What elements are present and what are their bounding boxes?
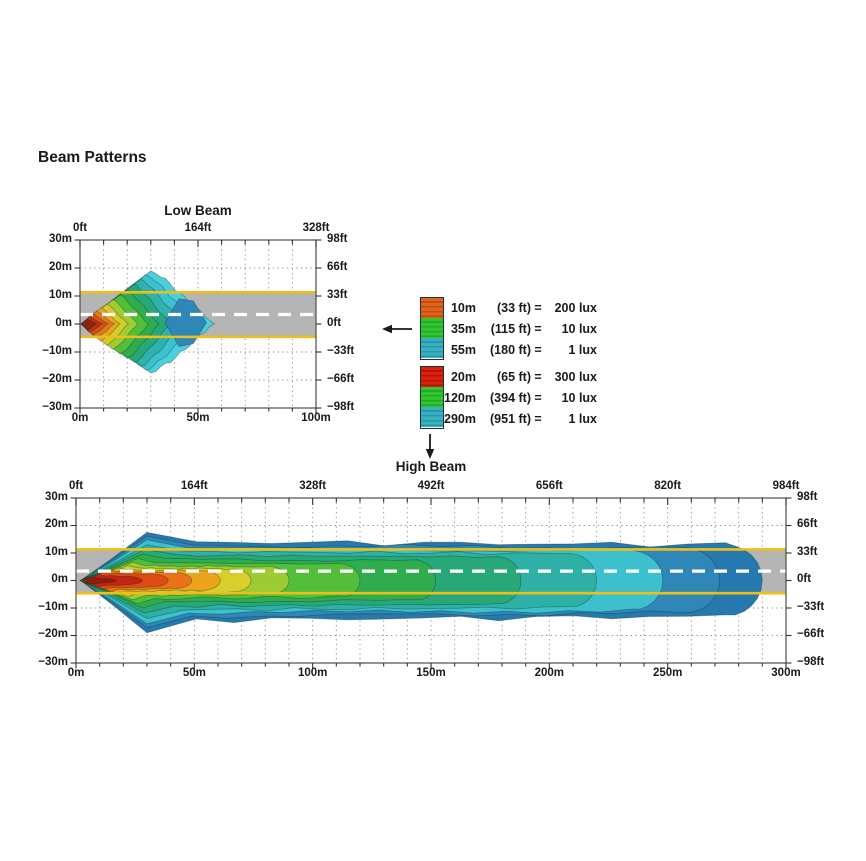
tick-label-right: 33ft (797, 545, 818, 558)
legend-distance-ft: (33 ft) (496, 300, 531, 315)
tick-label-left: 30m (44, 490, 68, 503)
tick-label-right: −98ft (327, 400, 355, 413)
legend-lux-value: 200 lux (554, 300, 597, 315)
legend-lux-value: 1 lux (568, 342, 597, 357)
legend-distance-m: 10m (450, 300, 476, 315)
tick-label-top: 820ft (654, 480, 682, 492)
legend-low-beam-rows (440, 297, 597, 360)
tick-label-left: 0m (51, 573, 68, 585)
tick-label-left: −10m (42, 344, 72, 357)
tick-label-left: 0m (55, 316, 72, 329)
legend-lux-value: 10 lux (561, 390, 597, 405)
legend-distance-m: 35m (450, 321, 476, 336)
legend-distance-ft: (65 ft) (496, 369, 531, 384)
tick-label-bottom: 0m (71, 412, 89, 424)
legend-distance-m: 290m (444, 411, 476, 426)
legend-lux-value: 300 lux (554, 369, 597, 384)
legend-high-beam-rows (440, 366, 597, 429)
arrow-to-low-beam-icon (381, 321, 413, 337)
page-title: Beam Patterns (38, 149, 147, 166)
tick-label-right: −98ft (797, 655, 825, 668)
legend-equals: = (534, 300, 542, 315)
tick-label-bottom: 0m (67, 667, 85, 679)
legend-equals: = (534, 390, 542, 405)
tick-label-right: 66ft (797, 518, 818, 530)
tick-label-right: 0ft (327, 316, 342, 329)
tick-label-left: −20m (38, 628, 68, 640)
legend-row (440, 387, 597, 408)
legend-row (440, 408, 597, 429)
tick-label-left: 20m (48, 260, 72, 273)
legend-row (440, 297, 597, 318)
tick-label-right: −33ft (797, 600, 825, 613)
legend-distance-m: 20m (450, 369, 476, 384)
tick-label-left: −10m (38, 600, 68, 613)
legend-distance-m: 55m (450, 342, 476, 357)
tick-label-top: 0ft (68, 480, 84, 492)
tick-label-top: 328ft (302, 222, 330, 234)
tick-label-left: 20m (44, 518, 68, 530)
tick-label-top: 328ft (299, 480, 327, 492)
legend-row (440, 318, 597, 339)
low-beam-title: Low Beam (164, 203, 232, 218)
tick-label-bottom: 250m (652, 667, 683, 679)
legend-equals: = (534, 321, 542, 336)
tick-label-left: 10m (44, 545, 68, 558)
tick-label-left: −30m (38, 655, 68, 668)
tick-label-bottom: 50m (186, 412, 210, 424)
tick-label-bottom: 200m (534, 667, 565, 679)
tick-label-right: 98ft (797, 490, 818, 503)
tick-label-bottom: 300m (771, 667, 801, 679)
tick-label-left: −30m (42, 400, 72, 413)
tick-label-right: 66ft (327, 260, 348, 273)
tick-label-top: 656ft (535, 480, 563, 492)
tick-label-bottom: 100m (297, 667, 328, 679)
tick-label-left: −20m (42, 372, 72, 385)
tick-label-top: 164ft (180, 480, 208, 492)
legend-distance-ft: (951 ft) (490, 411, 531, 426)
low-beam-plot (80, 240, 316, 408)
legend-lux-value: 10 lux (561, 321, 597, 336)
tick-label-right: 0ft (797, 573, 812, 585)
tick-label-bottom: 50m (182, 667, 206, 679)
tick-label-right: −33ft (327, 344, 355, 357)
legend-distance-ft: (180 ft) (490, 342, 531, 357)
legend-equals: = (534, 369, 542, 384)
tick-label-bottom: 100m (301, 412, 331, 424)
legend-distance-ft: (115 ft) (490, 321, 531, 336)
tick-label-bottom: 150m (416, 667, 446, 679)
arrow-to-high-beam-icon (421, 434, 439, 460)
legend-lux-value: 1 lux (568, 411, 597, 426)
legend-equals: = (534, 411, 542, 426)
tick-label-left: 10m (48, 288, 72, 301)
legend-distance-m: 120m (444, 390, 476, 405)
high-beam-plot (76, 498, 786, 663)
tick-label-top: 0ft (72, 222, 88, 234)
tick-label-right: 98ft (327, 232, 348, 245)
tick-label-top: 492ft (417, 480, 445, 492)
high-beam-title: High Beam (395, 459, 467, 474)
tick-label-right: 33ft (327, 288, 348, 301)
tick-label-right: −66ft (327, 372, 355, 385)
legend-distance-ft: (394 ft) (490, 390, 531, 405)
tick-label-right: −66ft (797, 628, 825, 640)
legend-equals: = (534, 342, 542, 357)
tick-label-top: 984ft (772, 480, 800, 492)
tick-label-top: 164ft (184, 222, 212, 234)
legend-row (440, 366, 597, 387)
tick-label-left: 30m (48, 232, 72, 245)
legend-row (440, 339, 597, 360)
